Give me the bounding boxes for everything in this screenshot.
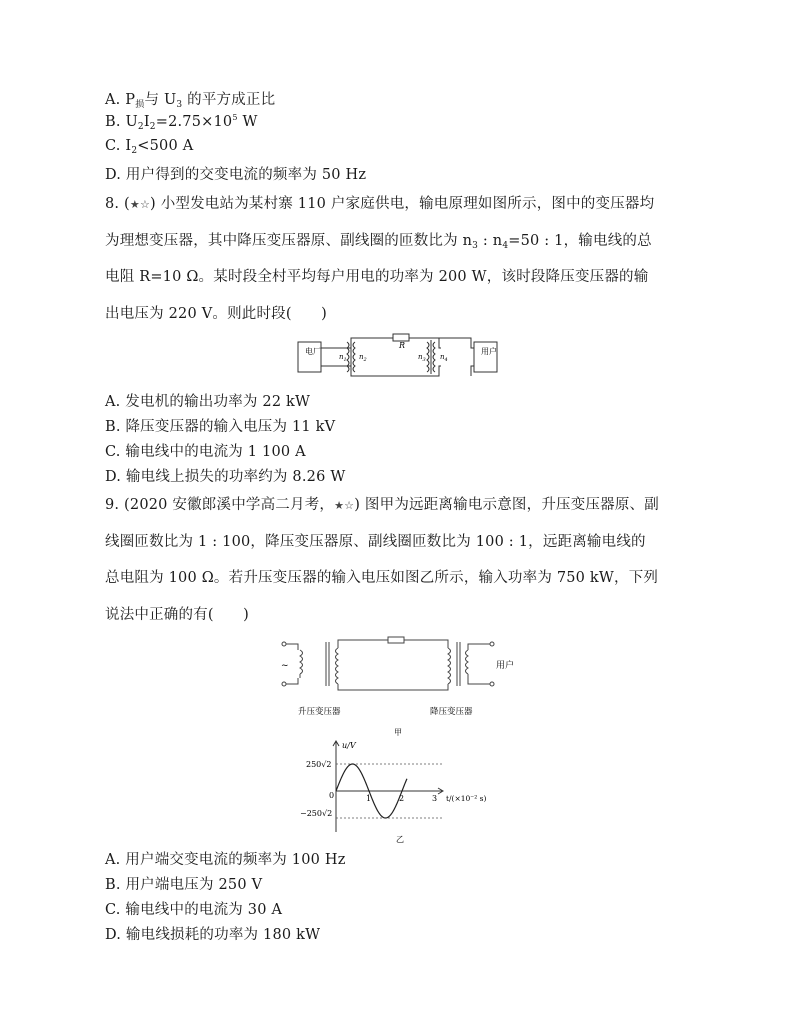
coil-n3 — [427, 342, 429, 372]
tick-x-1: 1 — [366, 794, 372, 803]
superscript: 5 — [232, 113, 238, 122]
coil-secondary-up — [336, 648, 339, 684]
label-step-up: 升压变压器 — [298, 707, 341, 717]
opt-text: 与 U — [144, 92, 177, 108]
x-axis-label: t/(×10⁻² s) — [446, 794, 487, 803]
q9-line-1 — [105, 493, 659, 514]
q8-line-4: 出电压为 220 V。则此时段( ) — [105, 306, 327, 322]
subscript: 损 — [135, 100, 145, 110]
coil-primary-up — [300, 650, 303, 674]
opt-text: C. I — [105, 138, 132, 154]
q9-fig-jia — [278, 632, 518, 742]
q9-line-3: 总电阻为 100 Ω。若升压变压器的输入电压如图乙所示，输入功率为 750 kW，下列 — [105, 570, 659, 586]
opt-text: I — [143, 114, 150, 130]
label-n2: $n_2$ — [359, 353, 367, 363]
terminal — [282, 642, 286, 646]
coil-n4 — [433, 342, 435, 372]
coil-primary-down — [448, 648, 451, 684]
q8-text: =50 : 1，输电线的总 — [508, 233, 652, 249]
subscript: 4 — [502, 241, 509, 251]
option-b-prev — [105, 113, 258, 132]
q8-text: : n — [478, 233, 503, 249]
q9-option-d: D. 输电线损耗的功率为 180 kW — [105, 927, 321, 943]
q9-option-a: A. 用户端交变电流的频率为 100 Hz — [105, 852, 346, 868]
opt-text: W — [237, 114, 258, 130]
q8-option-b: B. 降压变压器的输入电压为 11 kV — [105, 419, 336, 435]
q8-number: 8. ( — [105, 196, 130, 212]
q9-line-4: 说法中正确的有( ) — [105, 607, 250, 623]
tick-x-2: 2 — [399, 794, 405, 803]
q8-option-d: D. 输电线上损失的功率约为 8.26 W — [105, 469, 346, 485]
option-d-prev: D. 用户得到的交变电流的频率为 50 Hz — [105, 167, 367, 183]
label-user: 用户 — [481, 347, 497, 356]
difficulty-stars: ★☆ — [334, 499, 355, 512]
q9-option-b: B. 用户端电压为 250 V — [105, 877, 263, 893]
q9-option-c: C. 输电线中的电流为 30 A — [105, 902, 283, 918]
caption-jia: 甲 — [394, 728, 402, 737]
coil-n2 — [353, 342, 355, 372]
opt-text: 的平方成正比 — [182, 92, 276, 108]
label-R: R — [399, 341, 406, 350]
coil-secondary-down — [466, 650, 469, 674]
caption-yi: 乙 — [396, 835, 404, 844]
q8-option-a: A. 发电机的输出功率为 22 kW — [105, 394, 311, 410]
q8-option-c: C. 输电线中的电流为 1 100 A — [105, 444, 306, 460]
ac-source-symbol: ~ — [281, 661, 289, 671]
tick-origin: 0 — [329, 791, 335, 800]
line-resistor — [388, 637, 404, 643]
tick-y-max: 250√2 — [306, 760, 332, 769]
option-a-prev — [105, 88, 275, 110]
subscript: 2 — [131, 146, 138, 156]
q9-number: 9. (2020 安徽郎溪中学高二月考， — [105, 497, 335, 513]
terminal — [282, 682, 286, 686]
opt-text: <500 A — [137, 138, 194, 154]
option-c-prev — [105, 138, 193, 156]
label-plant: 电厂 — [305, 347, 321, 356]
difficulty-stars: ★☆ — [129, 198, 151, 211]
q8-text: 为理想变压器，其中降压变压器原、副线圈的匝数比为 n — [105, 233, 473, 249]
q9-fig-yi-chart — [300, 740, 516, 846]
subscript: 3 — [472, 241, 479, 251]
q9-line-2: 线圈匝数比为 1 : 100，降压变压器原、副线圈匝数比为 100 : 1，远距离输电线的 — [105, 534, 646, 550]
opt-text: =2.75×10 — [155, 114, 233, 130]
opt-text: A. P — [105, 92, 136, 108]
q8-line-3: 电阻 R=10 Ω。某时段全村平均每户用电的功率为 200 W，该时段降压变压器的输 — [105, 269, 649, 285]
subscript: 2 — [149, 122, 156, 132]
q8-line-1 — [105, 192, 654, 213]
label-n4: $n_4$ — [440, 353, 448, 363]
q8-line-2 — [105, 229, 652, 251]
resistor — [393, 334, 409, 341]
y-axis-label: u/V — [342, 741, 356, 750]
q9-text: ) 图甲为远距离输电示意图，升压变压器原、副 — [354, 497, 659, 513]
subscript: 2 — [137, 122, 144, 132]
label-user: 用户 — [496, 661, 515, 671]
label-step-down: 降压变压器 — [430, 707, 473, 717]
q8-text: ) 小型发电站为某村寨 110 户家庭供电，输电原理如图所示，图中的变压器均 — [150, 196, 655, 212]
q8-circuit-figure — [295, 330, 507, 382]
tick-y-min: −250√2 — [300, 809, 333, 818]
label-n3: $n_3$ — [418, 353, 426, 363]
opt-text: B. U — [105, 114, 138, 130]
coil-n1 — [347, 342, 349, 372]
tick-x-3: 3 — [432, 794, 438, 803]
label-n1: $n_1$ — [339, 353, 347, 363]
subscript: 3 — [176, 100, 183, 110]
